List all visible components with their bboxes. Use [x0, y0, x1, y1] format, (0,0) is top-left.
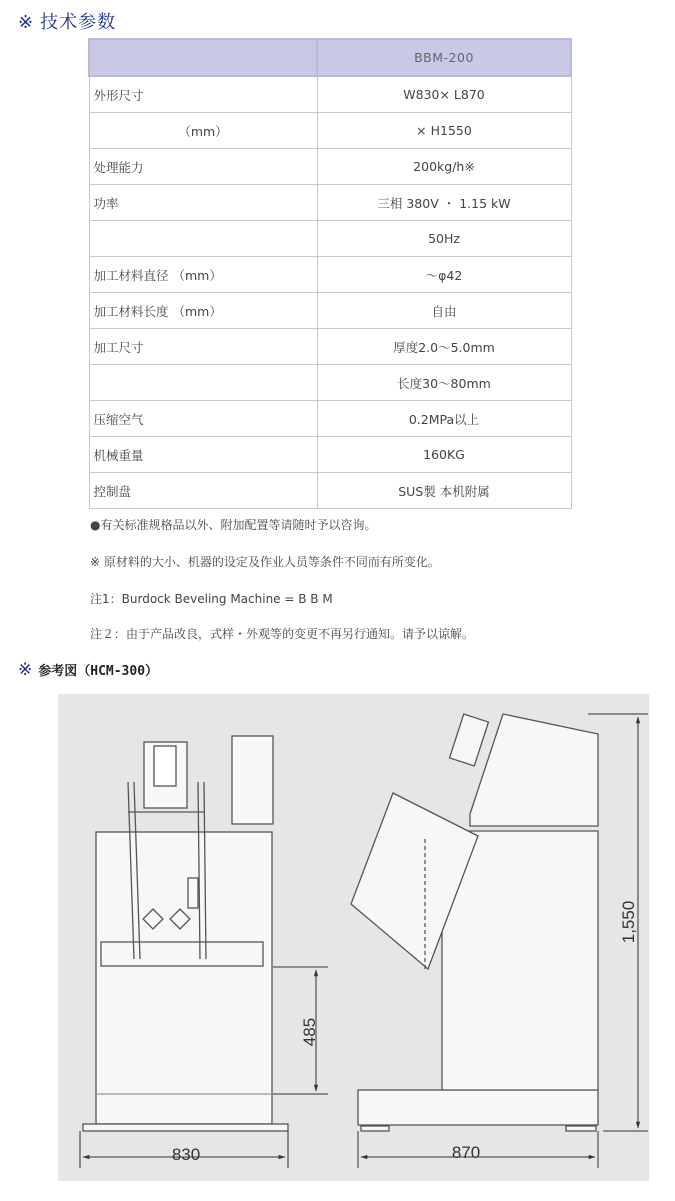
- row-value: 50Hz: [317, 221, 571, 257]
- reference-mark: ※: [18, 660, 33, 680]
- row-value: 厚度2.0～5.0mm: [317, 329, 571, 365]
- section-title-tech-specs: [18, 8, 116, 34]
- front-work-table: [101, 942, 263, 966]
- row-label: 加工材料直径 （mm）: [89, 257, 317, 293]
- row-label: 加工材料长度 （mm）: [89, 293, 317, 329]
- row-value: 200kg/h※: [317, 149, 571, 185]
- front-cabinet: [96, 832, 272, 1124]
- row-label: 控制盘: [89, 473, 317, 509]
- table-row: [89, 293, 571, 329]
- row-value: SUS製 本机附属: [317, 473, 571, 509]
- table-row: [89, 221, 571, 257]
- row-label: 压缩空气: [89, 401, 317, 437]
- section-title-text: 参考図（HCM-300）: [38, 664, 159, 679]
- table-row: [89, 401, 571, 437]
- dim-height-label: 1,550: [619, 900, 638, 944]
- spec-table: [88, 38, 572, 509]
- dim-depth-label: 870: [451, 1143, 481, 1162]
- dim-width-label: 830: [171, 1145, 201, 1164]
- side-foot-right: [566, 1126, 596, 1131]
- note-inquiry: ●有关标准规格品以外、附加配置等请随时予以咨询。: [90, 518, 377, 532]
- row-value: 自由: [317, 293, 571, 329]
- row-label: 机械重量: [89, 437, 317, 473]
- side-foot-left: [361, 1126, 389, 1131]
- row-value: 三相 380V ・ 1.15 kW: [317, 185, 571, 221]
- table-row: [89, 437, 571, 473]
- header-label-cell: [89, 39, 317, 76]
- front-base: [83, 1124, 288, 1131]
- table-row: [89, 113, 571, 149]
- row-label: （mm）: [89, 113, 317, 149]
- row-label: 功率: [89, 185, 317, 221]
- table-row: [89, 365, 571, 401]
- note-variation: ※ 原材料的大小、机器的设定及作业人员等条件不同而有所变化。: [90, 555, 440, 569]
- row-value: 长度30～80mm: [317, 365, 571, 401]
- machine-reference-drawing: [58, 694, 649, 1181]
- table-row: [89, 76, 571, 113]
- note-design-change: 注２：由于产品改良，式样・外观等的变更不再另行通知。请予以谅解。: [90, 627, 475, 641]
- table-row: [89, 257, 571, 293]
- side-base: [358, 1090, 598, 1125]
- row-label: [89, 365, 317, 401]
- row-value: 160KG: [317, 437, 571, 473]
- section-title-reference-drawing: [18, 660, 158, 680]
- row-label: [89, 221, 317, 257]
- reference-mark: ※: [18, 12, 35, 33]
- row-label: 外形尺寸: [89, 76, 317, 113]
- note-abbreviation: 注1：Burdock Beveling Machine = B B M: [90, 592, 333, 606]
- row-label: 加工尺寸: [89, 329, 317, 365]
- header-model-cell: BBM-200: [317, 39, 571, 76]
- row-value: × H1550: [317, 113, 571, 149]
- row-label: 处理能力: [89, 149, 317, 185]
- table-row: [89, 473, 571, 509]
- row-value: W830× L870: [317, 76, 571, 113]
- front-sensor: [188, 878, 198, 908]
- section-title-text: 技术参数: [40, 12, 117, 33]
- row-value: ～φ42: [317, 257, 571, 293]
- table-row: [89, 329, 571, 365]
- row-value: 0.2MPa以上: [317, 401, 571, 437]
- dim-table-height-label: 485: [300, 1017, 319, 1047]
- table-row: [89, 185, 571, 221]
- front-hopper-inner: [154, 746, 176, 786]
- front-control-box: [232, 736, 273, 824]
- table-header-row: [89, 39, 571, 76]
- table-row: [89, 149, 571, 185]
